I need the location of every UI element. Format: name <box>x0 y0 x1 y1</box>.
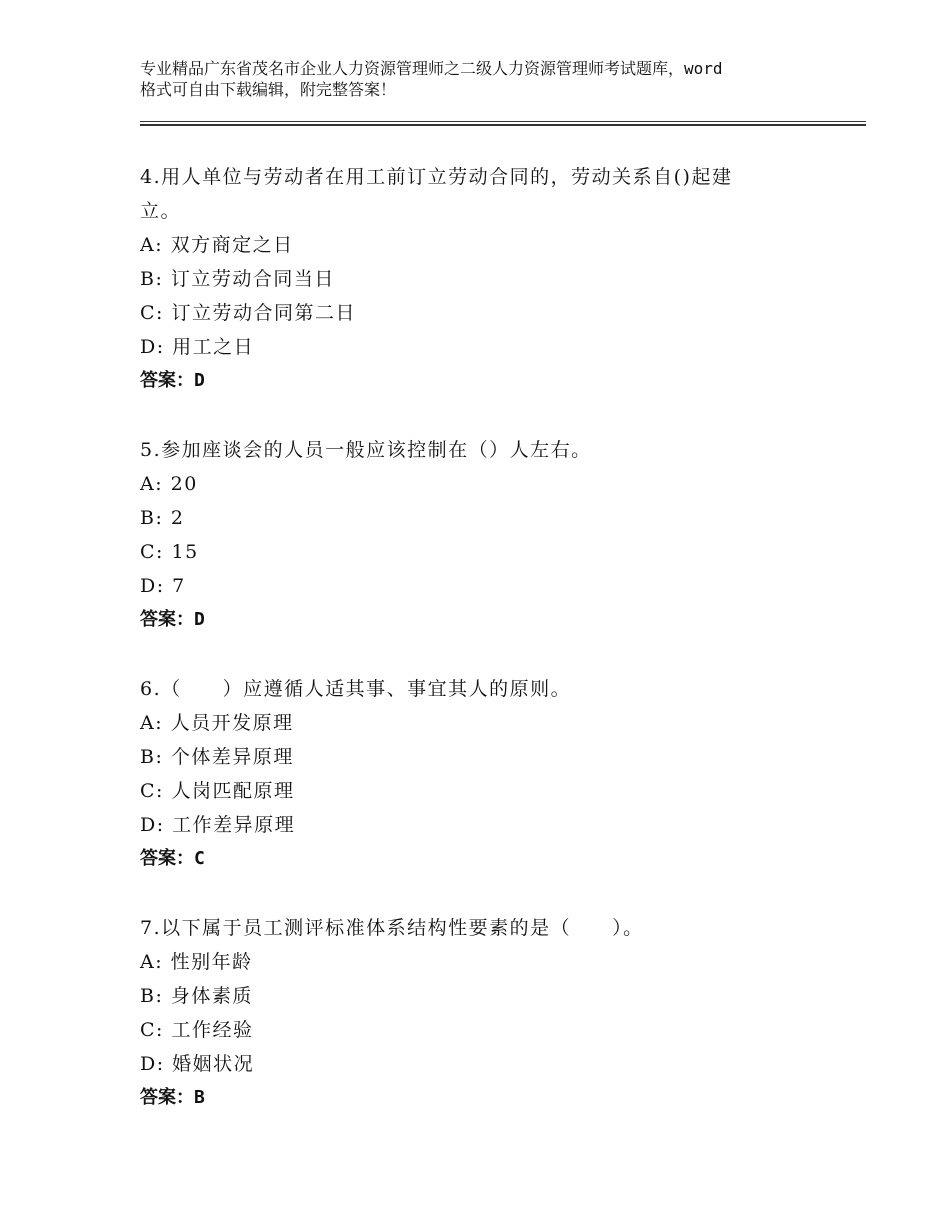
question-stem: 6.（ ）应遵循人适其事、事宜其人的原则。 <box>140 678 572 700</box>
option-c: C: 工作经验 <box>140 1019 254 1041</box>
header-line-2: 格式可自由下载编辑，附完整答案！ <box>140 80 397 99</box>
question-stem: 立。 <box>140 200 182 222</box>
option-d: D: 用工之日 <box>140 336 255 358</box>
answer-label: 答案：D <box>140 609 205 630</box>
question-stem: 5.参加座谈会的人员一般应该控制在（）人左右。 <box>140 439 592 461</box>
question-stem: 7.以下属于员工测评标准体系结构性要素的是（ ）。 <box>140 917 644 939</box>
option-a: A: 人员开发原理 <box>140 712 294 734</box>
option-d: D: 7 <box>140 575 186 597</box>
question-5 <box>140 433 840 637</box>
option-c: C: 人岗匹配原理 <box>140 780 295 802</box>
question-6 <box>140 672 840 876</box>
answer-label: 答案：B <box>140 1087 205 1108</box>
option-d: D: 工作差异原理 <box>140 814 296 836</box>
question-stem: 4.用人单位与劳动者在用工前订立劳动合同的，劳动关系自()起建 <box>140 166 733 188</box>
option-c: C: 订立劳动合同第二日 <box>140 302 356 324</box>
question-7 <box>140 911 840 1115</box>
option-b: B: 2 <box>140 507 185 529</box>
question-4 <box>140 160 840 398</box>
option-c: C: 15 <box>140 541 199 563</box>
answer-label: 答案：C <box>140 848 205 869</box>
header-divider-thick <box>140 124 866 126</box>
answer-label: 答案：D <box>140 370 205 391</box>
option-d: D: 婚姻状况 <box>140 1053 255 1075</box>
document-header <box>140 58 830 100</box>
header-divider-thin <box>140 121 866 122</box>
option-b: B: 个体差异原理 <box>140 746 294 768</box>
option-b: B: 订立劳动合同当日 <box>140 268 335 290</box>
option-a: A: 20 <box>140 473 198 495</box>
option-a: A: 性别年龄 <box>140 951 253 973</box>
option-a: A: 双方商定之日 <box>140 234 294 256</box>
header-line-1: 专业精品广东省茂名市企业人力资源管理师之二级人力资源管理师考试题库，word <box>140 59 723 78</box>
option-b: B: 身体素质 <box>140 985 253 1007</box>
